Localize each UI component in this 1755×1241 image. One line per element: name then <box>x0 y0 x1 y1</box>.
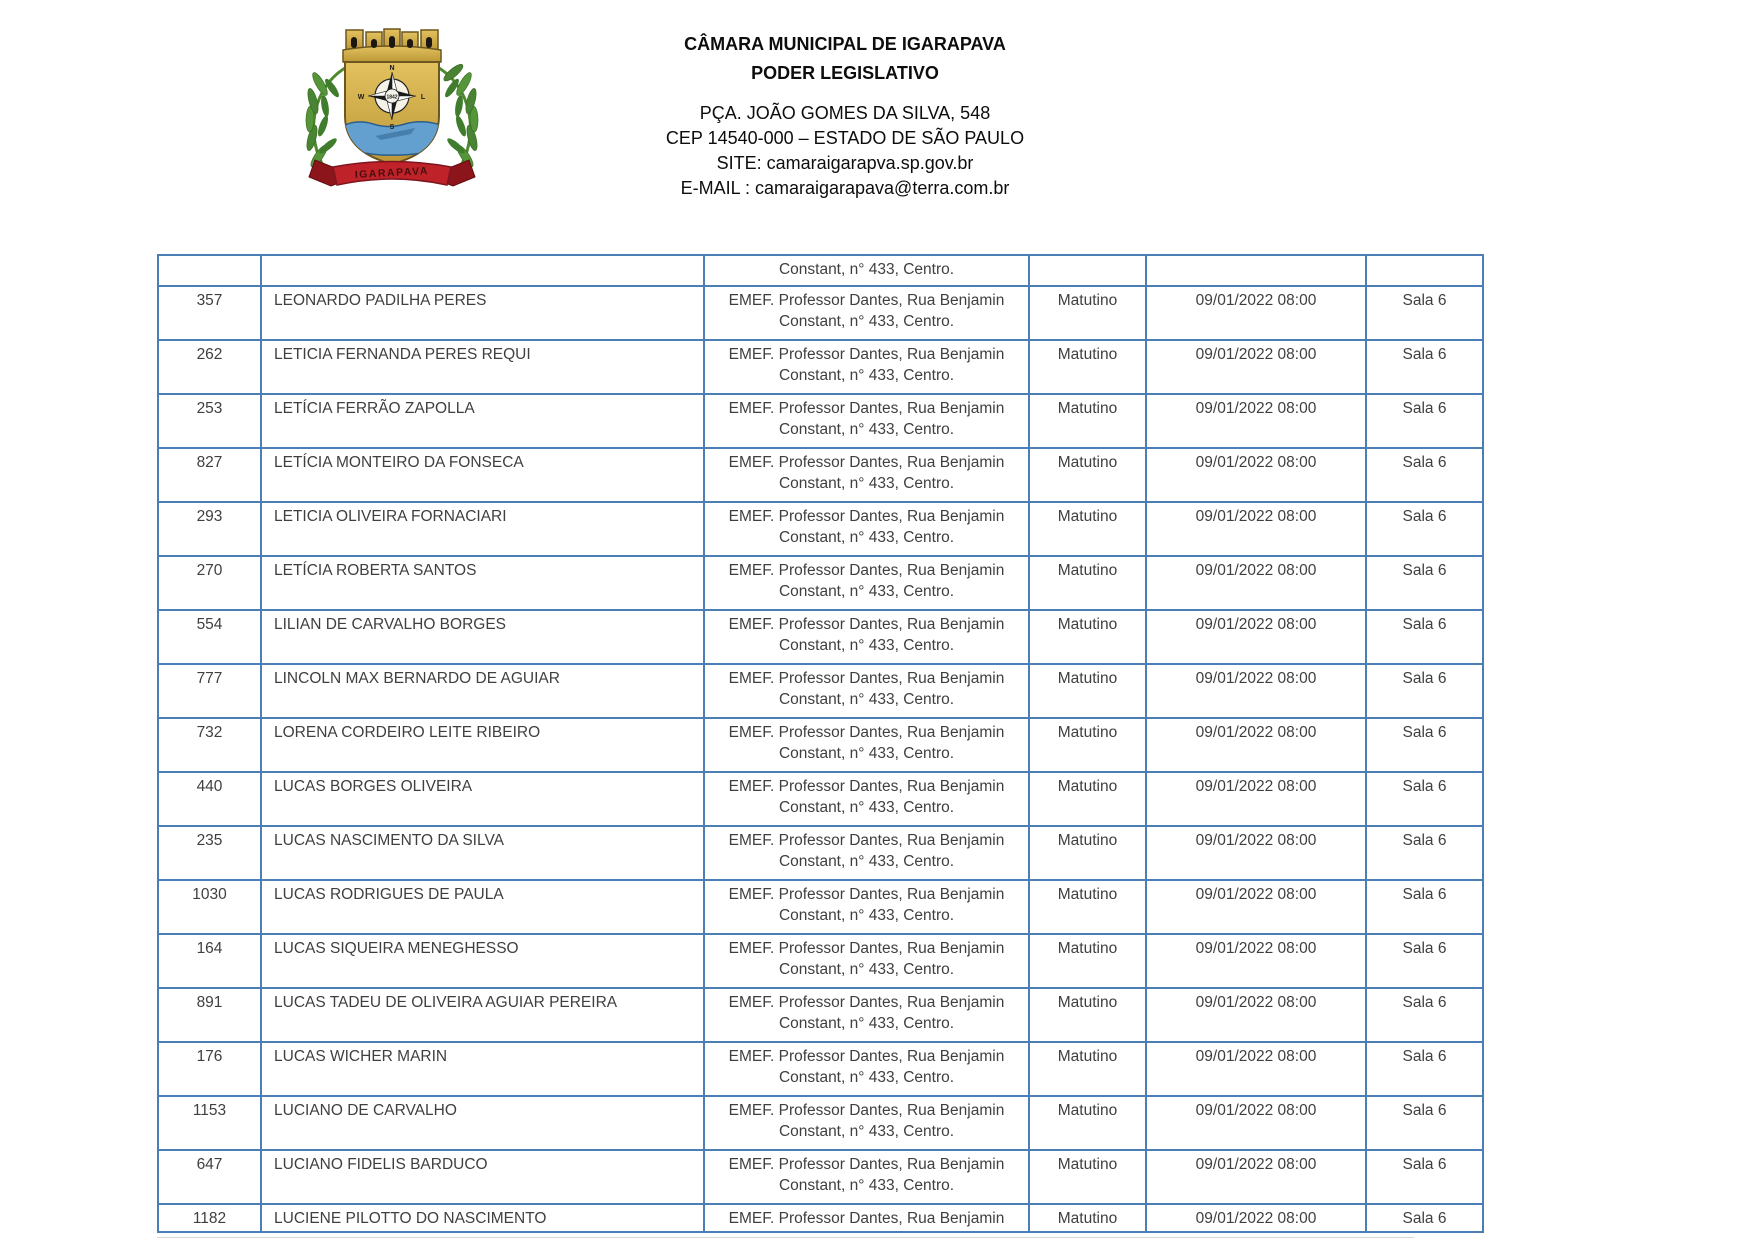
school-address-line-2: Constant, n° 433, Centro. <box>778 583 955 600</box>
period-cell: Matutino <box>1029 556 1146 610</box>
school-address-cell <box>704 1150 1029 1204</box>
candidate-name-cell <box>261 255 704 286</box>
candidate-number-cell: 176 <box>158 1042 261 1096</box>
room-cell: Sala 6 <box>1366 394 1483 448</box>
candidate-number-cell: 1153 <box>158 1096 261 1150</box>
period-cell: Matutino <box>1029 340 1146 394</box>
room-cell: Sala 6 <box>1366 1096 1483 1150</box>
school-address-line-2: Constant, n° 433, Centro. <box>778 799 955 816</box>
datetime-cell: 09/01/2022 08:00 <box>1146 718 1366 772</box>
room-cell: Sala 6 <box>1366 1150 1483 1204</box>
school-address-line-1: EMEF. Professor Dantes, Rua Benjamin <box>728 724 1005 741</box>
school-address-line-2: Constant, n° 433, Centro. <box>778 1015 955 1032</box>
school-address-line-2: Constant, n° 433, Centro. <box>778 1177 955 1194</box>
period-cell: Matutino <box>1029 502 1146 556</box>
candidate-number-cell: 1030 <box>158 880 261 934</box>
room-cell: Sala 6 <box>1366 502 1483 556</box>
candidate-number-cell: 891 <box>158 988 261 1042</box>
room-cell: Sala 6 <box>1366 826 1483 880</box>
period-cell: Matutino <box>1029 1042 1146 1096</box>
table-row <box>158 1096 1483 1150</box>
period-cell: Matutino <box>1029 394 1146 448</box>
datetime-cell: 09/01/2022 08:00 <box>1146 934 1366 988</box>
table-row <box>158 826 1483 880</box>
school-address-line-1: EMEF. Professor Dantes, Rua Benjamin <box>728 346 1005 363</box>
period-cell: Matutino <box>1029 934 1146 988</box>
school-address-cell <box>704 1096 1029 1150</box>
school-address-line-2: Constant, n° 433, Centro. <box>778 1123 955 1140</box>
datetime-cell: 09/01/2022 08:00 <box>1146 448 1366 502</box>
school-address-cell <box>704 255 1029 286</box>
compass-west-label: W <box>357 94 365 101</box>
school-address-line-2: Constant, n° 433, Centro. <box>778 475 955 492</box>
school-address-line-2: Constant, n° 433, Centro. <box>778 637 955 654</box>
address-line-1: PÇA. JOÃO GOMES DA SILVA, 548 <box>699 103 991 123</box>
candidate-name-cell: LETICIA FERNANDA PERES REQUI <box>261 340 704 394</box>
period-cell <box>1029 255 1146 286</box>
candidate-name-cell: LUCAS TADEU DE OLIVEIRA AGUIAR PEREIRA <box>261 988 704 1042</box>
period-cell: Matutino <box>1029 718 1146 772</box>
datetime-cell: 09/01/2022 08:00 <box>1146 1096 1366 1150</box>
candidate-number-cell <box>158 255 261 286</box>
period-cell: Matutino <box>1029 610 1146 664</box>
org-subtitle: PODER LEGISLATIVO <box>751 63 939 83</box>
datetime-cell: 09/01/2022 08:00 <box>1146 394 1366 448</box>
foliage-right <box>439 62 479 178</box>
candidate-number-cell: 777 <box>158 664 261 718</box>
period-cell: Matutino <box>1029 826 1146 880</box>
table-row <box>158 286 1483 340</box>
period-cell: Matutino <box>1029 772 1146 826</box>
room-cell: Sala 6 <box>1366 610 1483 664</box>
compass-south-label: S <box>389 124 395 131</box>
candidate-number-cell: 1182 <box>158 1204 261 1232</box>
school-address-line-1: EMEF. Professor Dantes, Rua Benjamin <box>728 778 1005 795</box>
school-address-line-2: Constant, n° 433, Centro. <box>778 421 955 438</box>
compass-north-label: N <box>389 65 395 72</box>
school-address-line-2: Constant, n° 433, Centro. <box>778 313 955 330</box>
candidate-name-cell: LINCOLN MAX BERNARDO DE AGUIAR <box>261 664 704 718</box>
candidate-number-cell: 270 <box>158 556 261 610</box>
table-row <box>158 718 1483 772</box>
room-cell: Sala 6 <box>1366 1042 1483 1096</box>
datetime-cell: 09/01/2022 08:00 <box>1146 340 1366 394</box>
table-row <box>158 664 1483 718</box>
school-address-line-1: Constant, n° 433, Centro. <box>778 261 955 278</box>
school-address-cell <box>704 664 1029 718</box>
school-address-line-2: Constant, n° 433, Centro. <box>778 961 955 978</box>
school-address-line-1: EMEF. Professor Dantes, Rua Benjamin <box>728 1048 1005 1065</box>
email-line: E-MAIL : camaraigarapava@terra.com.br <box>680 178 1010 198</box>
room-cell: Sala 6 <box>1366 340 1483 394</box>
org-name: CÂMARA MUNICIPAL DE IGARAPAVA <box>684 34 1006 54</box>
candidate-name-cell: LUCAS BORGES OLIVEIRA <box>261 772 704 826</box>
table-row <box>158 394 1483 448</box>
school-address-cell <box>704 772 1029 826</box>
candidate-name-cell: LUCIANO DE CARVALHO <box>261 1096 704 1150</box>
table-row <box>158 448 1483 502</box>
candidate-name-cell: LETICIA OLIVEIRA FORNACIARI <box>261 502 704 556</box>
school-address-cell <box>704 1204 1029 1232</box>
school-address-line-1: EMEF. Professor Dantes, Rua Benjamin <box>728 400 1005 417</box>
mural-crown <box>343 29 441 62</box>
candidate-name-cell: LILIAN DE CARVALHO BORGES <box>261 610 704 664</box>
datetime-cell: 09/01/2022 08:00 <box>1146 1150 1366 1204</box>
period-cell: Matutino <box>1029 1150 1146 1204</box>
school-address-cell <box>704 610 1029 664</box>
school-address-line-1: EMEF. Professor Dantes, Rua Benjamin <box>728 1210 1005 1227</box>
table-row <box>158 1204 1483 1232</box>
table-row <box>158 880 1483 934</box>
school-address-line-1: EMEF. Professor Dantes, Rua Benjamin <box>728 886 1005 903</box>
candidate-name-cell: LUCAS SIQUEIRA MENEGHESSO <box>261 934 704 988</box>
period-cell: Matutino <box>1029 1096 1146 1150</box>
period-cell: Matutino <box>1029 664 1146 718</box>
candidate-number-cell: 357 <box>158 286 261 340</box>
table-row <box>158 1042 1483 1096</box>
school-address-line-1: EMEF. Professor Dantes, Rua Benjamin <box>728 670 1005 687</box>
datetime-cell: 09/01/2022 08:00 <box>1146 610 1366 664</box>
school-address-cell <box>704 1042 1029 1096</box>
candidate-number-cell: 647 <box>158 1150 261 1204</box>
room-cell: Sala 6 <box>1366 286 1483 340</box>
datetime-cell: 09/01/2022 08:00 <box>1146 1042 1366 1096</box>
room-cell: Sala 6 <box>1366 664 1483 718</box>
candidate-number-cell: 827 <box>158 448 261 502</box>
candidate-name-cell: LETÍCIA FERRÃO ZAPOLLA <box>261 394 704 448</box>
room-cell: Sala 6 <box>1366 1204 1483 1232</box>
school-address-cell <box>704 448 1029 502</box>
table-row <box>158 988 1483 1042</box>
school-address-cell <box>704 718 1029 772</box>
ribbon-banner <box>309 160 475 186</box>
candidate-number-cell: 235 <box>158 826 261 880</box>
table-row <box>158 340 1483 394</box>
candidate-name-cell: LUCAS RODRIGUES DE PAULA <box>261 880 704 934</box>
table-row <box>158 556 1483 610</box>
room-cell: Sala 6 <box>1366 718 1483 772</box>
school-address-line-2: Constant, n° 433, Centro. <box>778 907 955 924</box>
period-cell: Matutino <box>1029 1204 1146 1232</box>
period-cell: Matutino <box>1029 988 1146 1042</box>
school-address-line-1: EMEF. Professor Dantes, Rua Benjamin <box>728 454 1005 471</box>
schedule-table <box>157 254 1484 1233</box>
school-address-line-1: EMEF. Professor Dantes, Rua Benjamin <box>728 940 1005 957</box>
school-address-line-1: EMEF. Professor Dantes, Rua Benjamin <box>728 616 1005 633</box>
school-address-line-2: Constant, n° 433, Centro. <box>778 1069 955 1086</box>
room-cell: Sala 6 <box>1366 556 1483 610</box>
school-address-line-1: EMEF. Professor Dantes, Rua Benjamin <box>728 562 1005 579</box>
table-row <box>158 1150 1483 1204</box>
room-cell: Sala 6 <box>1366 772 1483 826</box>
header-block <box>495 30 1195 201</box>
school-address-line-1: EMEF. Professor Dantes, Rua Benjamin <box>728 1156 1005 1173</box>
candidate-name-cell: LUCIENE PILOTTO DO NASCIMENTO <box>261 1204 704 1232</box>
table-row <box>158 772 1483 826</box>
datetime-cell: 09/01/2022 08:00 <box>1146 988 1366 1042</box>
school-address-line-1: EMEF. Professor Dantes, Rua Benjamin <box>728 508 1005 525</box>
school-address-cell <box>704 988 1029 1042</box>
candidate-name-cell: LORENA CORDEIRO LEITE RIBEIRO <box>261 718 704 772</box>
candidate-number-cell: 164 <box>158 934 261 988</box>
school-address-cell <box>704 340 1029 394</box>
site-line: SITE: camaraigarapva.sp.gov.br <box>716 153 974 173</box>
school-address-cell <box>704 934 1029 988</box>
period-cell: Matutino <box>1029 880 1146 934</box>
datetime-cell: 09/01/2022 08:00 <box>1146 1204 1366 1232</box>
header-spacer <box>495 88 1195 101</box>
datetime-cell <box>1146 255 1366 286</box>
coat-of-arms-logo <box>287 16 497 194</box>
candidate-number-cell: 253 <box>158 394 261 448</box>
candidate-name-cell: LUCAS NASCIMENTO DA SILVA <box>261 826 704 880</box>
school-address-cell <box>704 826 1029 880</box>
datetime-cell: 09/01/2022 08:00 <box>1146 772 1366 826</box>
candidate-number-cell: 440 <box>158 772 261 826</box>
datetime-cell: 09/01/2022 08:00 <box>1146 880 1366 934</box>
candidate-number-cell: 293 <box>158 502 261 556</box>
school-address-line-2: Constant, n° 433, Centro. <box>778 367 955 384</box>
datetime-cell: 09/01/2022 08:00 <box>1146 286 1366 340</box>
datetime-cell: 09/01/2022 08:00 <box>1146 556 1366 610</box>
table-row <box>158 255 1483 286</box>
candidate-name-cell: LEONARDO PADILHA PERES <box>261 286 704 340</box>
room-cell: Sala 6 <box>1366 880 1483 934</box>
candidate-number-cell: 732 <box>158 718 261 772</box>
school-address-cell <box>704 880 1029 934</box>
datetime-cell: 09/01/2022 08:00 <box>1146 664 1366 718</box>
school-address-line-1: EMEF. Professor Dantes, Rua Benjamin <box>728 1102 1005 1119</box>
school-address-line-2: Constant, n° 433, Centro. <box>778 853 955 870</box>
room-cell: Sala 6 <box>1366 448 1483 502</box>
school-address-cell <box>704 394 1029 448</box>
address-line-2: CEP 14540-000 – ESTADO DE SÃO PAULO <box>665 128 1025 148</box>
compass-year-label: 1842 <box>386 94 398 101</box>
school-address-line-2: Constant, n° 433, Centro. <box>778 691 955 708</box>
school-address-cell <box>704 502 1029 556</box>
period-cell: Matutino <box>1029 448 1146 502</box>
table-row <box>158 502 1483 556</box>
school-address-line-2: Constant, n° 433, Centro. <box>778 745 955 762</box>
candidate-name-cell: LETÍCIA MONTEIRO DA FONSECA <box>261 448 704 502</box>
candidate-name-cell: LUCAS WICHER MARIN <box>261 1042 704 1096</box>
table-row <box>158 610 1483 664</box>
datetime-cell: 09/01/2022 08:00 <box>1146 826 1366 880</box>
school-address-line-1: EMEF. Professor Dantes, Rua Benjamin <box>728 292 1005 309</box>
school-address-line-2: Constant, n° 433, Centro. <box>778 529 955 546</box>
period-cell: Matutino <box>1029 286 1146 340</box>
table-row <box>158 934 1483 988</box>
compass-east-label: L <box>420 94 426 101</box>
room-cell: Sala 6 <box>1366 934 1483 988</box>
room-cell: Sala 6 <box>1366 988 1483 1042</box>
candidate-name-cell: LETÍCIA ROBERTA SANTOS <box>261 556 704 610</box>
candidate-number-cell: 262 <box>158 340 261 394</box>
ribbon-text: IGARAPAVA <box>354 165 430 181</box>
datetime-cell: 09/01/2022 08:00 <box>1146 502 1366 556</box>
room-cell <box>1366 255 1483 286</box>
school-address-line-1: EMEF. Professor Dantes, Rua Benjamin <box>728 832 1005 849</box>
school-address-line-1: EMEF. Professor Dantes, Rua Benjamin <box>728 994 1005 1011</box>
shield <box>343 62 441 164</box>
school-address-cell <box>704 286 1029 340</box>
candidate-name-cell: LUCIANO FIDELIS BARDUCO <box>261 1150 704 1204</box>
page-bottom-artifact-line <box>157 1237 1414 1238</box>
candidate-number-cell: 554 <box>158 610 261 664</box>
school-address-cell <box>704 556 1029 610</box>
